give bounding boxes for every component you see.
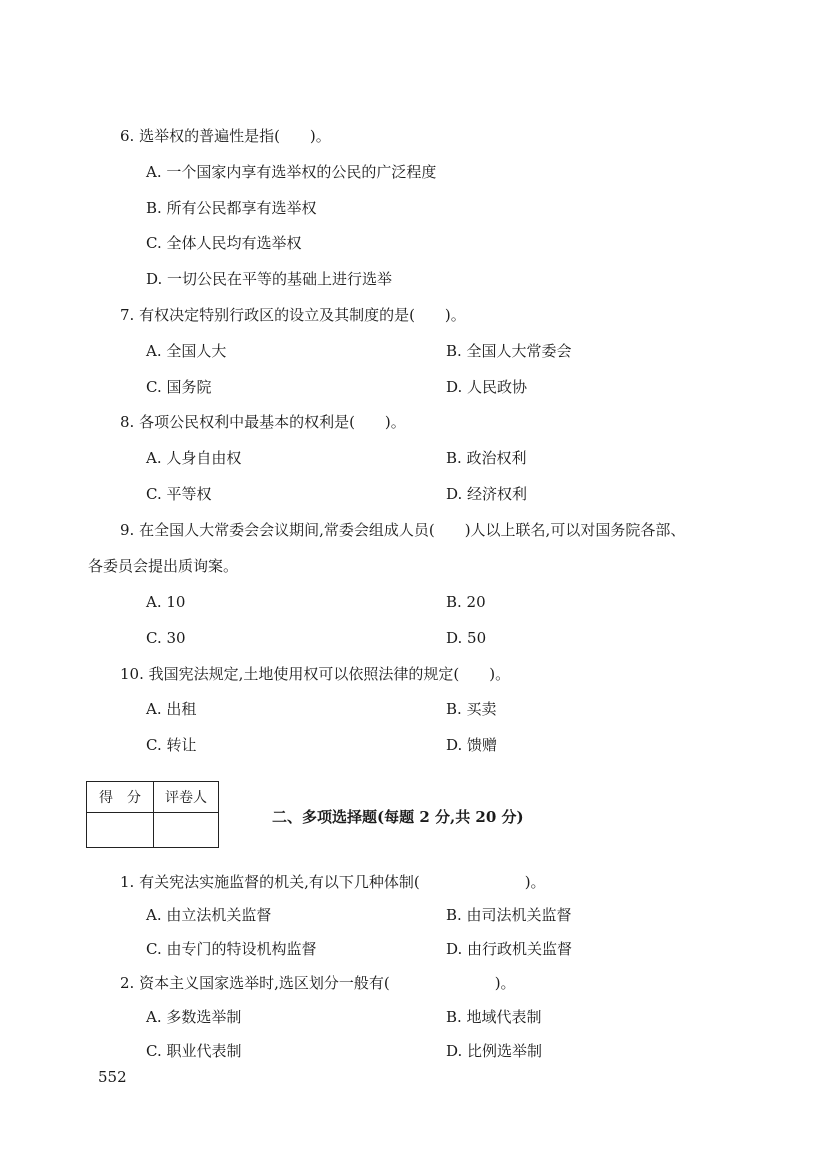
question-7-option-b: B. 全国人大常委会	[446, 342, 572, 360]
question-8-stem: 8. 各项公民权利中最基本的权利是( )。	[120, 413, 406, 431]
question-7-stem: 7. 有权决定特别行政区的设立及其制度的是( )。	[120, 306, 466, 324]
section2-question-2-option-d: D. 比例选举制	[446, 1042, 543, 1060]
page-number: 552	[98, 1068, 127, 1086]
section2-question-1-option-c: C. 由专门的特设机构监督	[146, 940, 317, 958]
section2-question-1-option-d: D. 由行政机关监督	[446, 940, 573, 958]
question-10-stem: 10. 我国宪法规定,土地使用权可以依照法律的规定( )。	[120, 665, 511, 683]
question-9-stem-line2: 各委员会提出质询案。	[88, 557, 239, 575]
question-7-option-d: D. 人民政协	[446, 378, 528, 396]
question-9-option-a: A. 10	[146, 593, 186, 611]
question-9-stem-line1: 9. 在全国人大常委会会议期间,常委会组成人员( )人以上联名,可以对国务院各部、	[120, 521, 686, 539]
section2-question-1-option-a: A. 由立法机关监督	[146, 906, 272, 924]
score-header: 得 分	[87, 782, 154, 813]
grader-header: 评卷人	[154, 782, 219, 813]
grader-cell[interactable]	[154, 813, 219, 848]
question-9-option-b: B. 20	[446, 593, 486, 611]
question-8-option-c: C. 平等权	[146, 485, 212, 503]
question-7-option-a: A. 全国人大	[146, 342, 227, 360]
score-box	[86, 781, 219, 848]
question-8-option-d: D. 经济权利	[446, 485, 528, 503]
section2-question-2-option-b: B. 地域代表制	[446, 1008, 542, 1026]
question-10-option-b: B. 买卖	[446, 700, 497, 718]
question-9-option-c: C. 30	[146, 629, 186, 647]
question-8-option-a: A. 人身自由权	[146, 449, 242, 467]
question-8-option-b: B. 政治权利	[446, 449, 527, 467]
section2-question-2-stem: 2. 资本主义国家选举时,选区划分一般有( )。	[120, 974, 516, 992]
question-6-option-c: C. 全体人民均有选举权	[146, 234, 302, 252]
section2-question-2-option-c: C. 职业代表制	[146, 1042, 242, 1060]
question-10-option-d: D. 馈赠	[446, 736, 498, 754]
section2-question-2-option-a: A. 多数选举制	[146, 1008, 242, 1026]
question-6-stem: 6. 选举权的普遍性是指( )。	[120, 127, 331, 145]
question-10-option-c: C. 转让	[146, 736, 197, 754]
section-2-title: 二、多项选择题(每题 2 分,共 20 分)	[272, 808, 524, 826]
question-6-option-a: A. 一个国家内享有选举权的公民的广泛程度	[146, 163, 437, 181]
score-cell[interactable]	[87, 813, 154, 848]
question-6-option-b: B. 所有公民都享有选举权	[146, 199, 317, 217]
section2-question-1-option-b: B. 由司法机关监督	[446, 906, 572, 924]
question-6-option-d: D. 一切公民在平等的基础上进行选举	[146, 270, 393, 288]
question-9-option-d: D. 50	[446, 629, 487, 647]
section2-question-1-stem: 1. 有关宪法实施监督的机关,有以下几种体制( )。	[120, 873, 546, 891]
question-10-option-a: A. 出租	[146, 700, 197, 718]
question-7-option-c: C. 国务院	[146, 378, 212, 396]
